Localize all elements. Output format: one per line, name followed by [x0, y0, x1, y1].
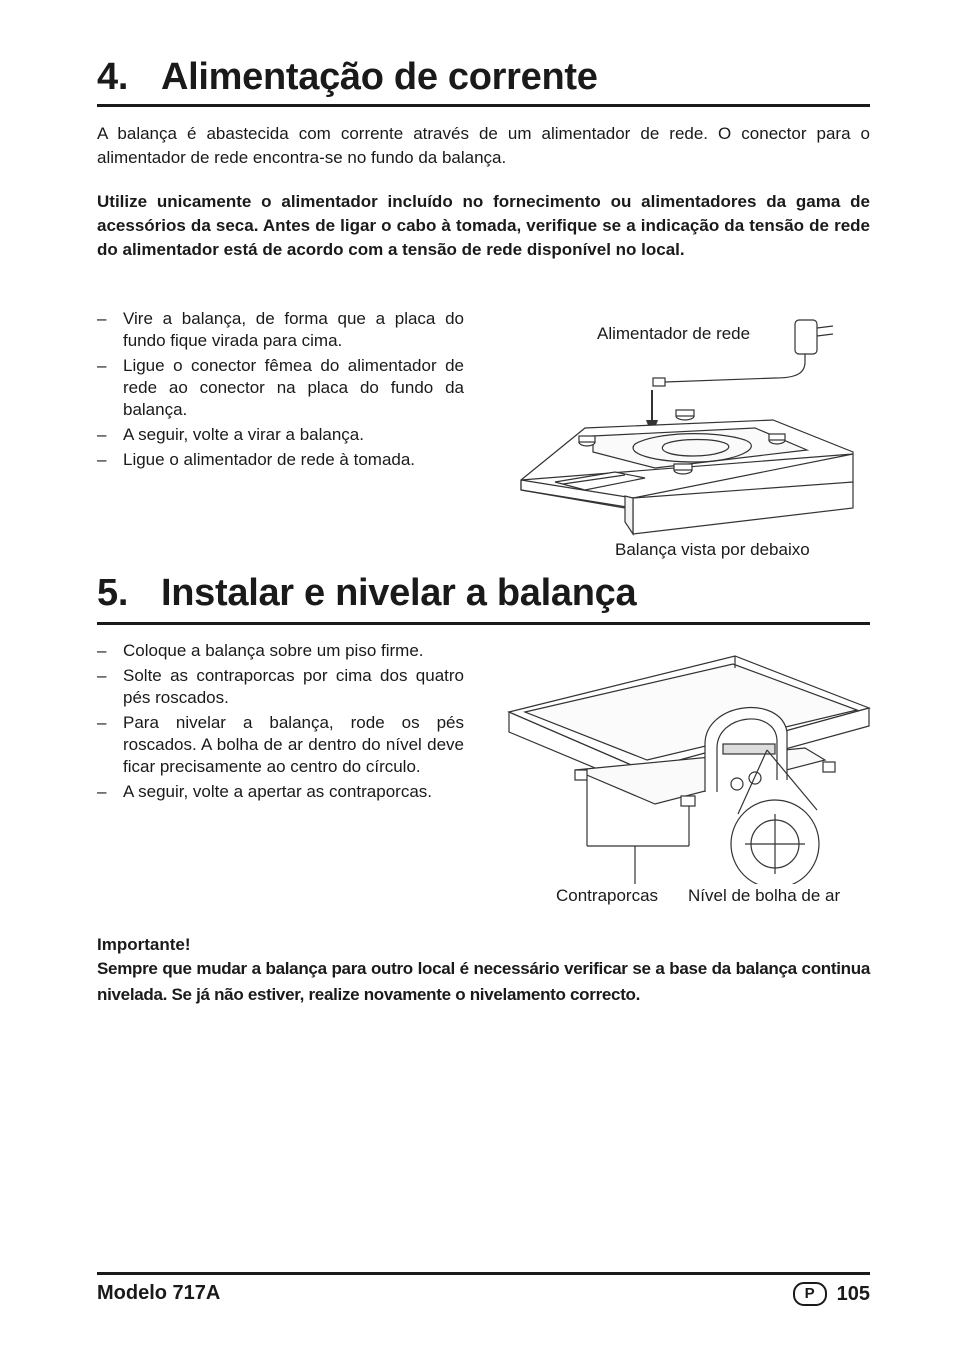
section-4-rule: [97, 104, 870, 107]
section-5-title: Instalar e nivelar a balança: [161, 572, 637, 614]
footer-rule: [97, 1272, 870, 1275]
page-number: 105: [836, 1282, 870, 1305]
underside-caption: Balança vista por debaixo: [615, 540, 810, 559]
footer-model: Modelo 717A: [97, 1282, 221, 1304]
list-item: – Para nivelar a balança, rode os pés roscados. A bolha de ar dentro do nível deve ficar precisamente ao centro do círculo.: [97, 712, 464, 778]
list-item: – A seguir, volte a apertar as contraporcas.: [97, 781, 464, 803]
section-4-warning: Utilize unicamente o alimentador incluído no fornecimento ou alimentadores da gama de acessórios da seca. Antes de ligar o cabo à tomada, verifique se a indicação da tensão de rede do alimentador está de acordo com a tensão de rede disponível no local.: [97, 192, 870, 259]
locknuts-label: Contraporcas: [556, 886, 659, 905]
list-item: – Solte as contraporcas por cima dos quatro pés roscados.: [97, 665, 464, 709]
power-supply-label: Alimentador de rede: [597, 324, 751, 343]
list-item: – A seguir, volte a virar a balança.: [97, 424, 464, 446]
list-item: – Vire a balança, de forma que a placa do fundo fique virada para cima.: [97, 308, 464, 352]
scale-underside-illustration: [515, 312, 860, 544]
section-5-steps: [97, 640, 464, 806]
bubble-level-label: Nível de bolha de ar: [688, 886, 841, 905]
footer-page: [793, 1282, 870, 1306]
section-5-number: 5.: [97, 572, 129, 614]
section-4-number: 4.: [97, 56, 129, 98]
section-5-rule: [97, 622, 870, 625]
scale-leveling-illustration: [505, 652, 875, 884]
section-4-heading: [97, 58, 598, 96]
language-badge: P: [793, 1282, 827, 1306]
section-4-intro: A balança é abastecida com corrente através de um alimentador de rede. O conector para o alimentador de rede encontra-se no fundo da balança.: [97, 124, 870, 167]
list-item: – Ligue o conector fêmea do alimentador de rede ao conector na placa do fundo da balança.: [97, 355, 464, 421]
list-item: – Ligue o alimentador de rede à tomada.: [97, 449, 464, 471]
section-4-title: Alimentação de corrente: [161, 56, 598, 98]
section-4-steps: [97, 308, 464, 474]
section-5-heading: [97, 574, 636, 612]
important-text: Sempre que mudar a balança para outro local é necessário verificar se a base da balança continua nivelada. Se já não estiver, realize novamente o nivelamento correcto.: [97, 959, 870, 1004]
list-item: – Coloque a balança sobre um piso firme.: [97, 640, 464, 662]
important-title: Importante!: [97, 935, 191, 954]
